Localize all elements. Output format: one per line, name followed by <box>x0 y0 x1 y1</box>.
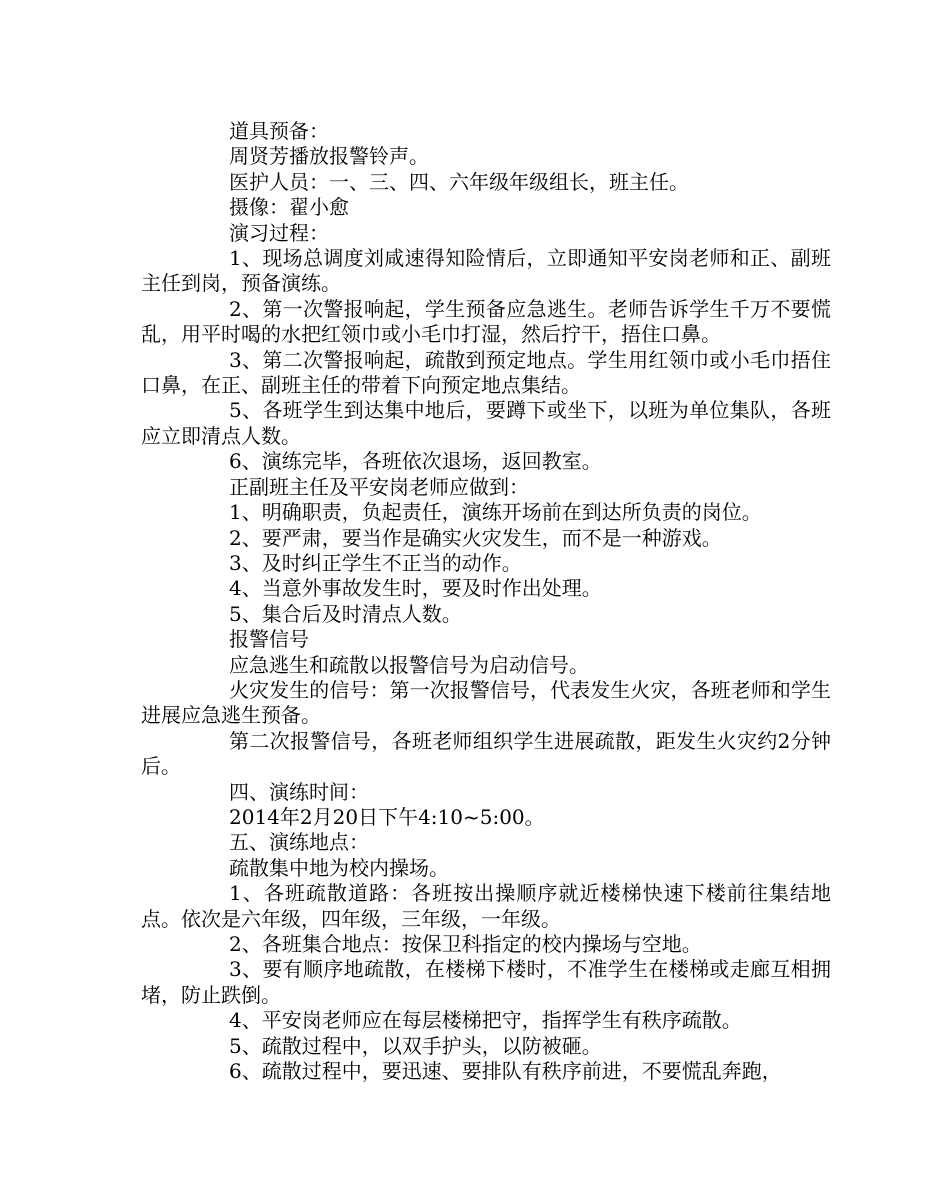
paragraph-fire-signal: 火灾发生的信号：第一次报警信号，代表发生火灾，各班老师和学生进展应急逃生预备。 <box>141 677 831 728</box>
paragraph-assembly-point: 疏散集中地为校内操场。 <box>229 855 449 880</box>
paragraph-drill-time-heading: 四、演练时间： <box>229 779 369 804</box>
paragraph-alarm-bell: 周贤芳播放报警铃声。 <box>229 144 429 169</box>
paragraph-process-step-5: 5、各班学生到达集中地后，要蹲下或坐下，以班为单位集队，各班应立即清点人数。 <box>141 398 831 448</box>
paragraph-duty-3: 3、及时纠正学生不正当的动作。 <box>229 550 522 575</box>
paragraph-alarm-signal-start: 应急逃生和疏散以报警信号为启动信号。 <box>229 652 589 677</box>
paragraph-process-step-6: 6、演练完毕，各班依次退场，返回教室。 <box>229 449 602 474</box>
paragraph-teacher-duties-heading: 正副班主任及平安岗老师应做到： <box>229 474 529 499</box>
paragraph-duty-5: 5、集合后及时清点人数。 <box>229 601 462 626</box>
document-body <box>141 119 831 1084</box>
paragraph-duty-1: 1、明确职责，负起责任，演练开场前在到达所负责的岗位。 <box>229 500 762 525</box>
paragraph-duty-4: 4、当意外事故发生时，要及时作出处理。 <box>229 576 602 601</box>
paragraph-drill-process-heading: 演习过程： <box>229 220 329 245</box>
paragraph-process-step-3: 3、第二次警报响起，疏散到预定地点。学生用红领巾或小毛巾捂住口鼻，在正、副班主任的带着下向预定地点集结。 <box>141 347 831 398</box>
paragraph-duty-2: 2、要严肃，要当作是确实火灾发生，而不是一种游戏。 <box>229 525 722 550</box>
paragraph-props-heading: 道具预备： <box>229 119 329 143</box>
paragraph-camera: 摄像：翟小愈 <box>229 195 349 220</box>
paragraph-process-step-2: 2、第一次警报响起，学生预备应急逃生。老师告诉学生千万不要慌乱，用平时喝的水把红领巾或小毛巾打湿，然后拧干，捂住口鼻。 <box>141 296 831 347</box>
paragraph-route-2: 2、各班集合地点：按保卫科指定的校内操场与空地。 <box>229 932 702 956</box>
paragraph-drill-location-heading: 五、演练地点： <box>229 830 369 855</box>
paragraph-route-4: 4、平安岗老师应在每层楼梯把守，指挥学生有秩序疏散。 <box>229 1008 742 1033</box>
paragraph-route-1: 1、各班疏散道路：各班按出操顺序就近楼梯快速下楼前往集结地点。依次是六年级，四年级，三年级，一年级。 <box>141 881 831 931</box>
paragraph-alarm-signal-heading: 报警信号 <box>229 627 309 652</box>
paragraph-route-6: 6、疏散过程中，要迅速、要排队有秩序前进，不要慌乱奔跑， <box>229 1059 782 1084</box>
paragraph-drill-time: 2014年2月20日下午4:10~5:00。 <box>229 804 545 829</box>
paragraph-route-3: 3、要有顺序地疏散，在楼梯下楼时，不准学生在楼梯或走廊互相拥堵，防止跌倒。 <box>141 957 831 1007</box>
paragraph-route-5: 5、疏散过程中，以双手护头，以防被砸。 <box>229 1033 602 1058</box>
paragraph-second-signal: 第二次报警信号，各班老师组织学生进展疏散，距发生火灾约2分钟后。 <box>141 728 831 779</box>
paragraph-medical-staff: 医护人员：一、三、四、六年级年级组长，班主任。 <box>229 169 689 194</box>
paragraph-process-step-1: 1、现场总调度刘咸速得知险情后，立即通知平安岗老师和正、副班主任到岗，预备演练。 <box>141 246 831 296</box>
